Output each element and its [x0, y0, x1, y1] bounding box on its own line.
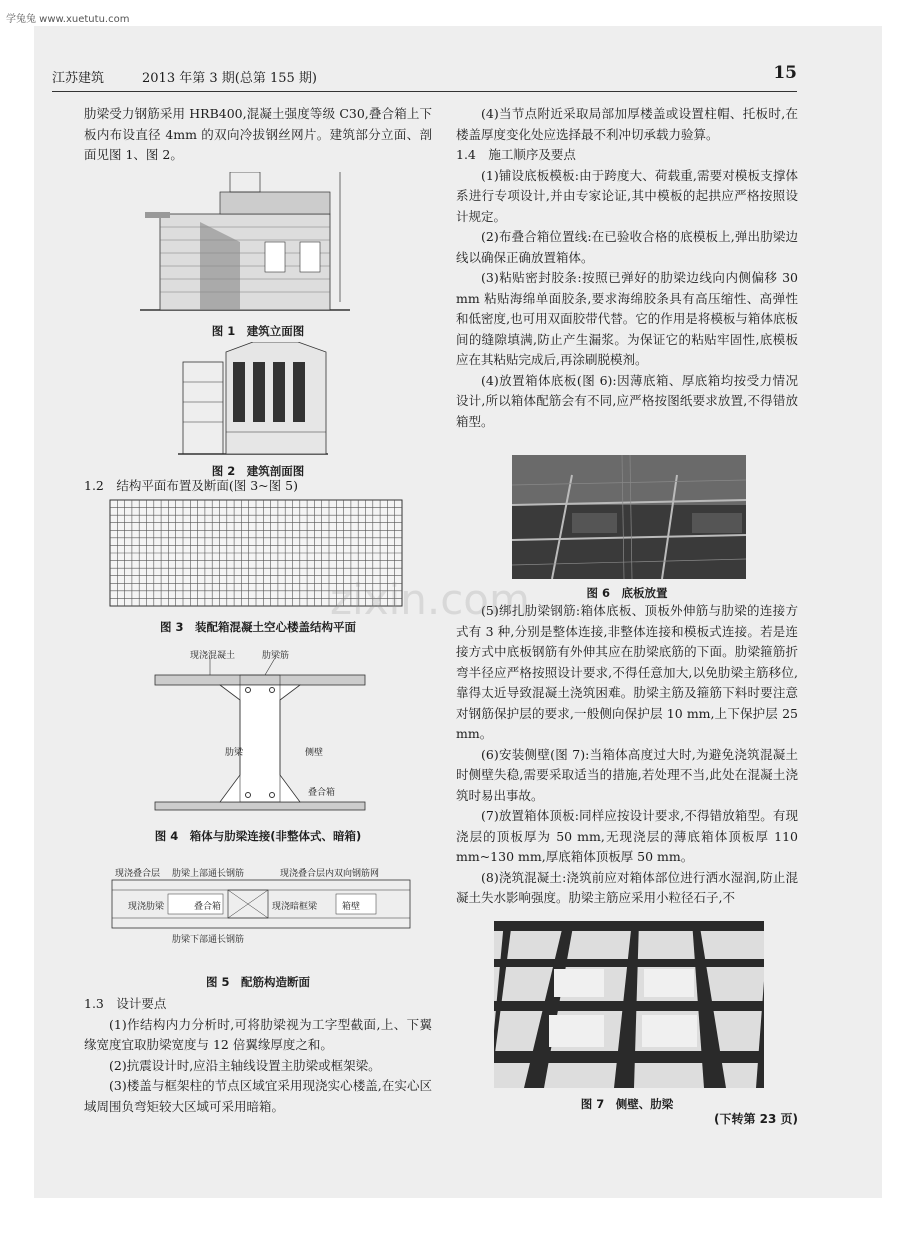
site-watermark: 学兔兔 www.xuetutu.com: [6, 14, 130, 25]
section-1-4-title: 1.4 施工顺序及要点: [456, 147, 576, 162]
issue-info: 2013 年第 3 期(总第 155 期): [142, 71, 317, 86]
section-1-2-title: 1.2 结构平面布置及断面(图 3~图 5): [84, 478, 298, 493]
figure-6-caption: 图 6 底板放置: [586, 586, 668, 600]
right-text-top: [456, 104, 798, 432]
fig5-label-mesh: 现浇叠合层内双向钢筋网: [280, 869, 380, 879]
step-3: (3)粘贴密封胶条:按照已弹好的肋梁边线向内侧偏移 30 mm 粘贴海绵单面胶条,要求海绵胶条具有高压缩性、高弹性和低密度,也可用双面胶带代替。它的作用是将模板与箱体底板间的缝隙填满,防止产生漏浆。为保证它的粘贴牢固性,底模板应在其粘贴完成后,再涂刷脱模剂。: [456, 270, 798, 367]
fig4-label-cast-concrete: 现浇混凝土: [190, 651, 236, 661]
right-text-middle: [456, 601, 798, 909]
design-point-1: (1)作结构内力分析时,可将肋梁视为工字型截面,上、下翼缘宽度宜取肋梁宽度与 12 倍翼缘厚度之和。: [84, 1016, 432, 1052]
figure-3-caption: 图 3 装配箱混凝土空心楼盖结构平面: [159, 620, 356, 634]
figure-7-caption: 图 7 侧壁、肋梁: [580, 1097, 674, 1111]
fig4-label-rib: 肋梁: [225, 748, 244, 758]
section-1-2-heading: [84, 476, 432, 497]
center-watermark: zixin.com: [330, 575, 530, 624]
figure-2-caption: 图 2 建筑剖面图: [211, 464, 305, 478]
figure-4-caption: 图 4 箱体与肋梁连接(非整体式、暗箱): [154, 829, 362, 843]
figure-5-caption: 图 5 配筋构造断面: [205, 975, 310, 989]
figure-2-section: [178, 342, 328, 457]
left-intro: [84, 104, 432, 166]
step-8: (8)浇筑混凝土:浇筑前应对箱体部位进行洒水湿润,防止混凝土失水影响强度。肋梁主筋应采用小粒径石子,不: [456, 869, 798, 905]
design-point-2: (2)抗震设计时,应沿主轴线设置主肋梁或框架梁。: [109, 1057, 381, 1073]
section-1-3-title: 1.3 设计要点: [84, 996, 167, 1011]
figure-4-connection-detail: [150, 640, 370, 820]
figure-1-elevation: [140, 172, 350, 312]
fig5-label-top-bar: 肋梁上部通长钢筋: [172, 869, 245, 879]
step-1: (1)铺设底板模板:由于跨度大、荷载重,需要对模板支撑体系进行专项设计,并由专家论证,其中模板的起拱应严格按照设计规定。: [456, 167, 798, 224]
journal-name: 江苏建筑: [52, 71, 105, 86]
design-point-4: (4)当节点附近采取局部加厚楼盖或设置柱帽、托板时,在楼盖厚度变化处应选择最不利冲切承载力验算。: [456, 106, 798, 142]
step-6: (6)安装侧壁(图 7):当箱体高度过大时,为避免浇筑混凝土时侧壁失稳,需要采取适当的措施,若处理不当,此处在混凝土浇筑时易出事故。: [456, 746, 798, 803]
page-number: 15: [773, 63, 797, 83]
fig5-label-box-wall: 箱壁: [342, 902, 361, 912]
design-point-3: (3)楼盖与框架柱的节点区域宜采用现浇实心楼盖,在实心区域周围负弯矩较大区域可采用暗箱。: [84, 1078, 432, 1114]
figure-1-caption: 图 1 建筑立面图: [211, 324, 305, 338]
fig5-label-cast-layer: 现浇叠合层: [115, 869, 161, 879]
fig5-label-cast-rib: 现浇肋梁: [128, 902, 165, 912]
step-2: (2)布叠合箱位置线:在已验收合格的底模板上,弹出肋梁边线以确保正确放置箱体。: [456, 229, 798, 265]
figure-7-photo: [494, 921, 764, 1088]
step-5: (5)绑扎肋梁钢筋:箱体底板、顶板外伸筋与肋梁的连接方式有 3 种,分别是整体连接,非整体连接和模板式连接。若是连接方式中底板钢筋有外伸其应在肋梁底筋的下面。肋梁箍筋折弯半径应严格按照设计要求,不得任意加大,以免肋梁主筋移位,靠得太近导致混凝土浇筑困难。肋梁主筋及箍筋下料时要注意对钢筋保护层的要求,一般侧向保护层 10 mm,上下保护层 25 mm。: [456, 603, 798, 741]
fig5-label-bottom-bar: 肋梁下部通长钢筋: [172, 935, 245, 945]
fig4-label-side-wall: 侧壁: [305, 748, 324, 758]
figure-6-photo: [512, 455, 746, 579]
fig4-label-box: 叠合箱: [308, 788, 336, 798]
fig5-label-hidden-beam: 现浇暗框梁: [272, 902, 318, 912]
section-1-3: [84, 994, 432, 1117]
intro-paragraph: 肋梁受力钢筋采用 HRB400,混凝土强度等级 C30,叠合箱上下板内布设直径 4mm 的双向冷拔钢丝网片。建筑部分立面、剖面见图 1、图 2。: [84, 106, 432, 162]
fig4-label-rib-bar: 肋梁筋: [262, 651, 290, 661]
running-header: [52, 65, 797, 92]
step-4: (4)放置箱体底板(图 6):因薄底箱、厚底箱均按受力情况设计,所以箱体配筋会有不同,应严格按图纸要求放置,不得错放箱型。: [456, 372, 798, 429]
fig5-label-box: 叠合箱: [194, 902, 222, 912]
step-7: (7)放置箱体顶板:同样应按设计要求,不得错放箱型。有现浇层的顶板厚为 50 mm,无现浇层的薄底箱体顶板厚 110 mm~130 mm,厚底箱体顶板厚 50 mm。: [456, 808, 798, 864]
continued-note: (下转第 23 页): [713, 1112, 798, 1126]
